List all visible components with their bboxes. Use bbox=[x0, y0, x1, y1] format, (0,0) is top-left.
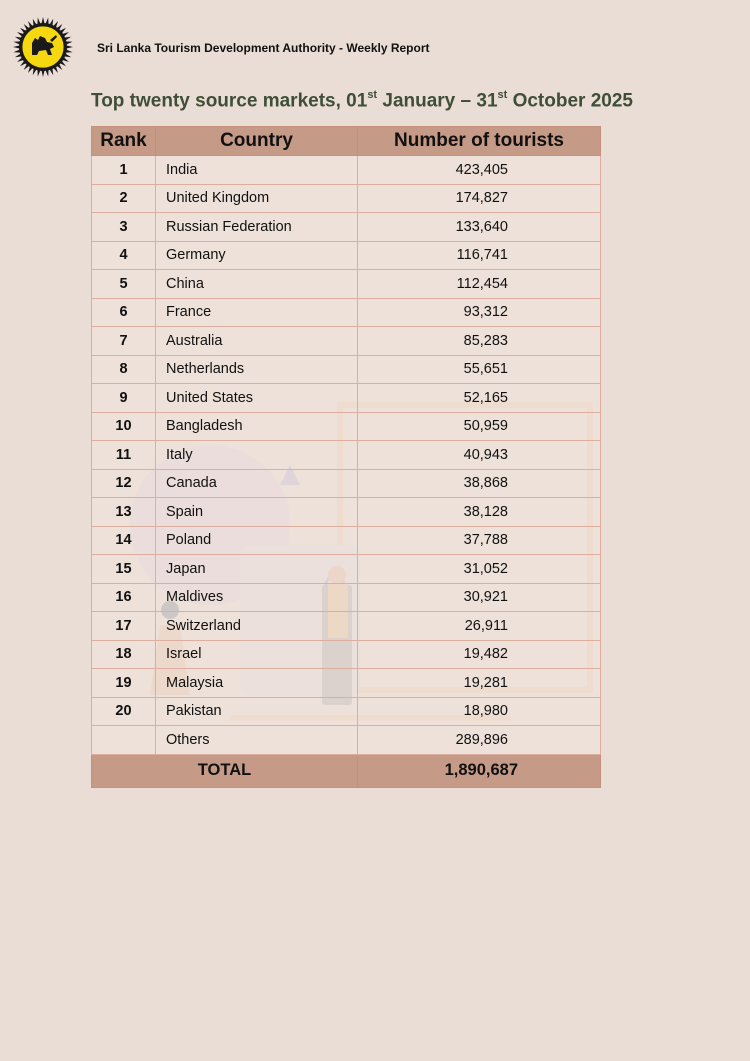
sltda-lion-logo-icon bbox=[12, 16, 74, 78]
table-row bbox=[92, 298, 601, 327]
table-row bbox=[92, 640, 601, 669]
rank-cell: 3 bbox=[92, 213, 156, 242]
source-markets-table bbox=[91, 126, 601, 788]
rank-cell: 11 bbox=[92, 441, 156, 470]
column-header-country: Country bbox=[156, 127, 358, 156]
tourists-cell: 37,788 bbox=[358, 526, 601, 555]
rank-cell: 7 bbox=[92, 327, 156, 356]
rank-cell: 1 bbox=[92, 156, 156, 185]
tourists-cell: 52,165 bbox=[358, 384, 601, 413]
table-row bbox=[92, 441, 601, 470]
tourists-cell: 19,482 bbox=[358, 640, 601, 669]
tourists-cell: 50,959 bbox=[358, 412, 601, 441]
country-cell: Netherlands bbox=[156, 355, 358, 384]
rank-cell: 12 bbox=[92, 469, 156, 498]
tourists-cell: 93,312 bbox=[358, 298, 601, 327]
rank-cell: 19 bbox=[92, 669, 156, 698]
rank-cell: 4 bbox=[92, 241, 156, 270]
country-cell: Switzerland bbox=[156, 612, 358, 641]
rank-cell: 17 bbox=[92, 612, 156, 641]
rank-cell: 13 bbox=[92, 498, 156, 527]
table-row bbox=[92, 697, 601, 726]
country-cell: Maldives bbox=[156, 583, 358, 612]
tourists-cell: 19,281 bbox=[358, 669, 601, 698]
table-row bbox=[92, 469, 601, 498]
table-row bbox=[92, 555, 601, 584]
tourists-cell: 289,896 bbox=[358, 726, 601, 755]
tourists-cell: 112,454 bbox=[358, 270, 601, 299]
tourists-cell: 38,868 bbox=[358, 469, 601, 498]
country-cell: Pakistan bbox=[156, 697, 358, 726]
tourists-cell: 133,640 bbox=[358, 213, 601, 242]
table-row bbox=[92, 384, 601, 413]
report-header-title: Sri Lanka Tourism Development Authority - Weekly Report bbox=[97, 41, 430, 55]
rank-cell: 2 bbox=[92, 184, 156, 213]
country-cell: India bbox=[156, 156, 358, 185]
table-row bbox=[92, 726, 601, 755]
page-title: Top twenty source markets, 01st January – 31st October 2025 bbox=[91, 89, 633, 112]
table-row bbox=[92, 270, 601, 299]
tourists-cell: 38,128 bbox=[358, 498, 601, 527]
table-row bbox=[92, 184, 601, 213]
tourists-cell: 55,651 bbox=[358, 355, 601, 384]
country-cell: Poland bbox=[156, 526, 358, 555]
tourists-cell: 31,052 bbox=[358, 555, 601, 584]
country-cell: Bangladesh bbox=[156, 412, 358, 441]
table-row bbox=[92, 412, 601, 441]
table-row bbox=[92, 669, 601, 698]
tourists-cell: 26,911 bbox=[358, 612, 601, 641]
table-row bbox=[92, 612, 601, 641]
table-row bbox=[92, 327, 601, 356]
country-cell: France bbox=[156, 298, 358, 327]
rank-cell: 10 bbox=[92, 412, 156, 441]
rank-cell: 16 bbox=[92, 583, 156, 612]
total-value: 1,890,687 bbox=[358, 754, 601, 787]
rank-cell: 15 bbox=[92, 555, 156, 584]
column-header-tourists: Number of tourists bbox=[358, 127, 601, 156]
tourists-cell: 40,943 bbox=[358, 441, 601, 470]
country-cell: United Kingdom bbox=[156, 184, 358, 213]
country-cell: Canada bbox=[156, 469, 358, 498]
total-row bbox=[92, 754, 601, 787]
country-cell: Russian Federation bbox=[156, 213, 358, 242]
rank-cell: 9 bbox=[92, 384, 156, 413]
rank-cell: 5 bbox=[92, 270, 156, 299]
tourists-cell: 18,980 bbox=[358, 697, 601, 726]
country-cell: Italy bbox=[156, 441, 358, 470]
tourists-cell: 85,283 bbox=[358, 327, 601, 356]
country-cell: Germany bbox=[156, 241, 358, 270]
table-row bbox=[92, 526, 601, 555]
rank-cell: 18 bbox=[92, 640, 156, 669]
table-row bbox=[92, 241, 601, 270]
rank-cell: 20 bbox=[92, 697, 156, 726]
country-cell: Spain bbox=[156, 498, 358, 527]
table-row bbox=[92, 498, 601, 527]
table-row bbox=[92, 355, 601, 384]
total-label: TOTAL bbox=[92, 754, 358, 787]
tourists-cell: 116,741 bbox=[358, 241, 601, 270]
rank-cell: 6 bbox=[92, 298, 156, 327]
country-cell: Australia bbox=[156, 327, 358, 356]
rank-cell: 8 bbox=[92, 355, 156, 384]
table-header-row bbox=[92, 127, 601, 156]
table-row bbox=[92, 156, 601, 185]
tourists-cell: 423,405 bbox=[358, 156, 601, 185]
tourists-cell: 30,921 bbox=[358, 583, 601, 612]
country-cell: United States bbox=[156, 384, 358, 413]
country-cell: Israel bbox=[156, 640, 358, 669]
tourists-cell: 174,827 bbox=[358, 184, 601, 213]
rank-cell: 14 bbox=[92, 526, 156, 555]
rank-cell bbox=[92, 726, 156, 755]
table-row bbox=[92, 583, 601, 612]
column-header-rank: Rank bbox=[92, 127, 156, 156]
table-row bbox=[92, 213, 601, 242]
country-cell: Others bbox=[156, 726, 358, 755]
country-cell: Malaysia bbox=[156, 669, 358, 698]
country-cell: China bbox=[156, 270, 358, 299]
country-cell: Japan bbox=[156, 555, 358, 584]
